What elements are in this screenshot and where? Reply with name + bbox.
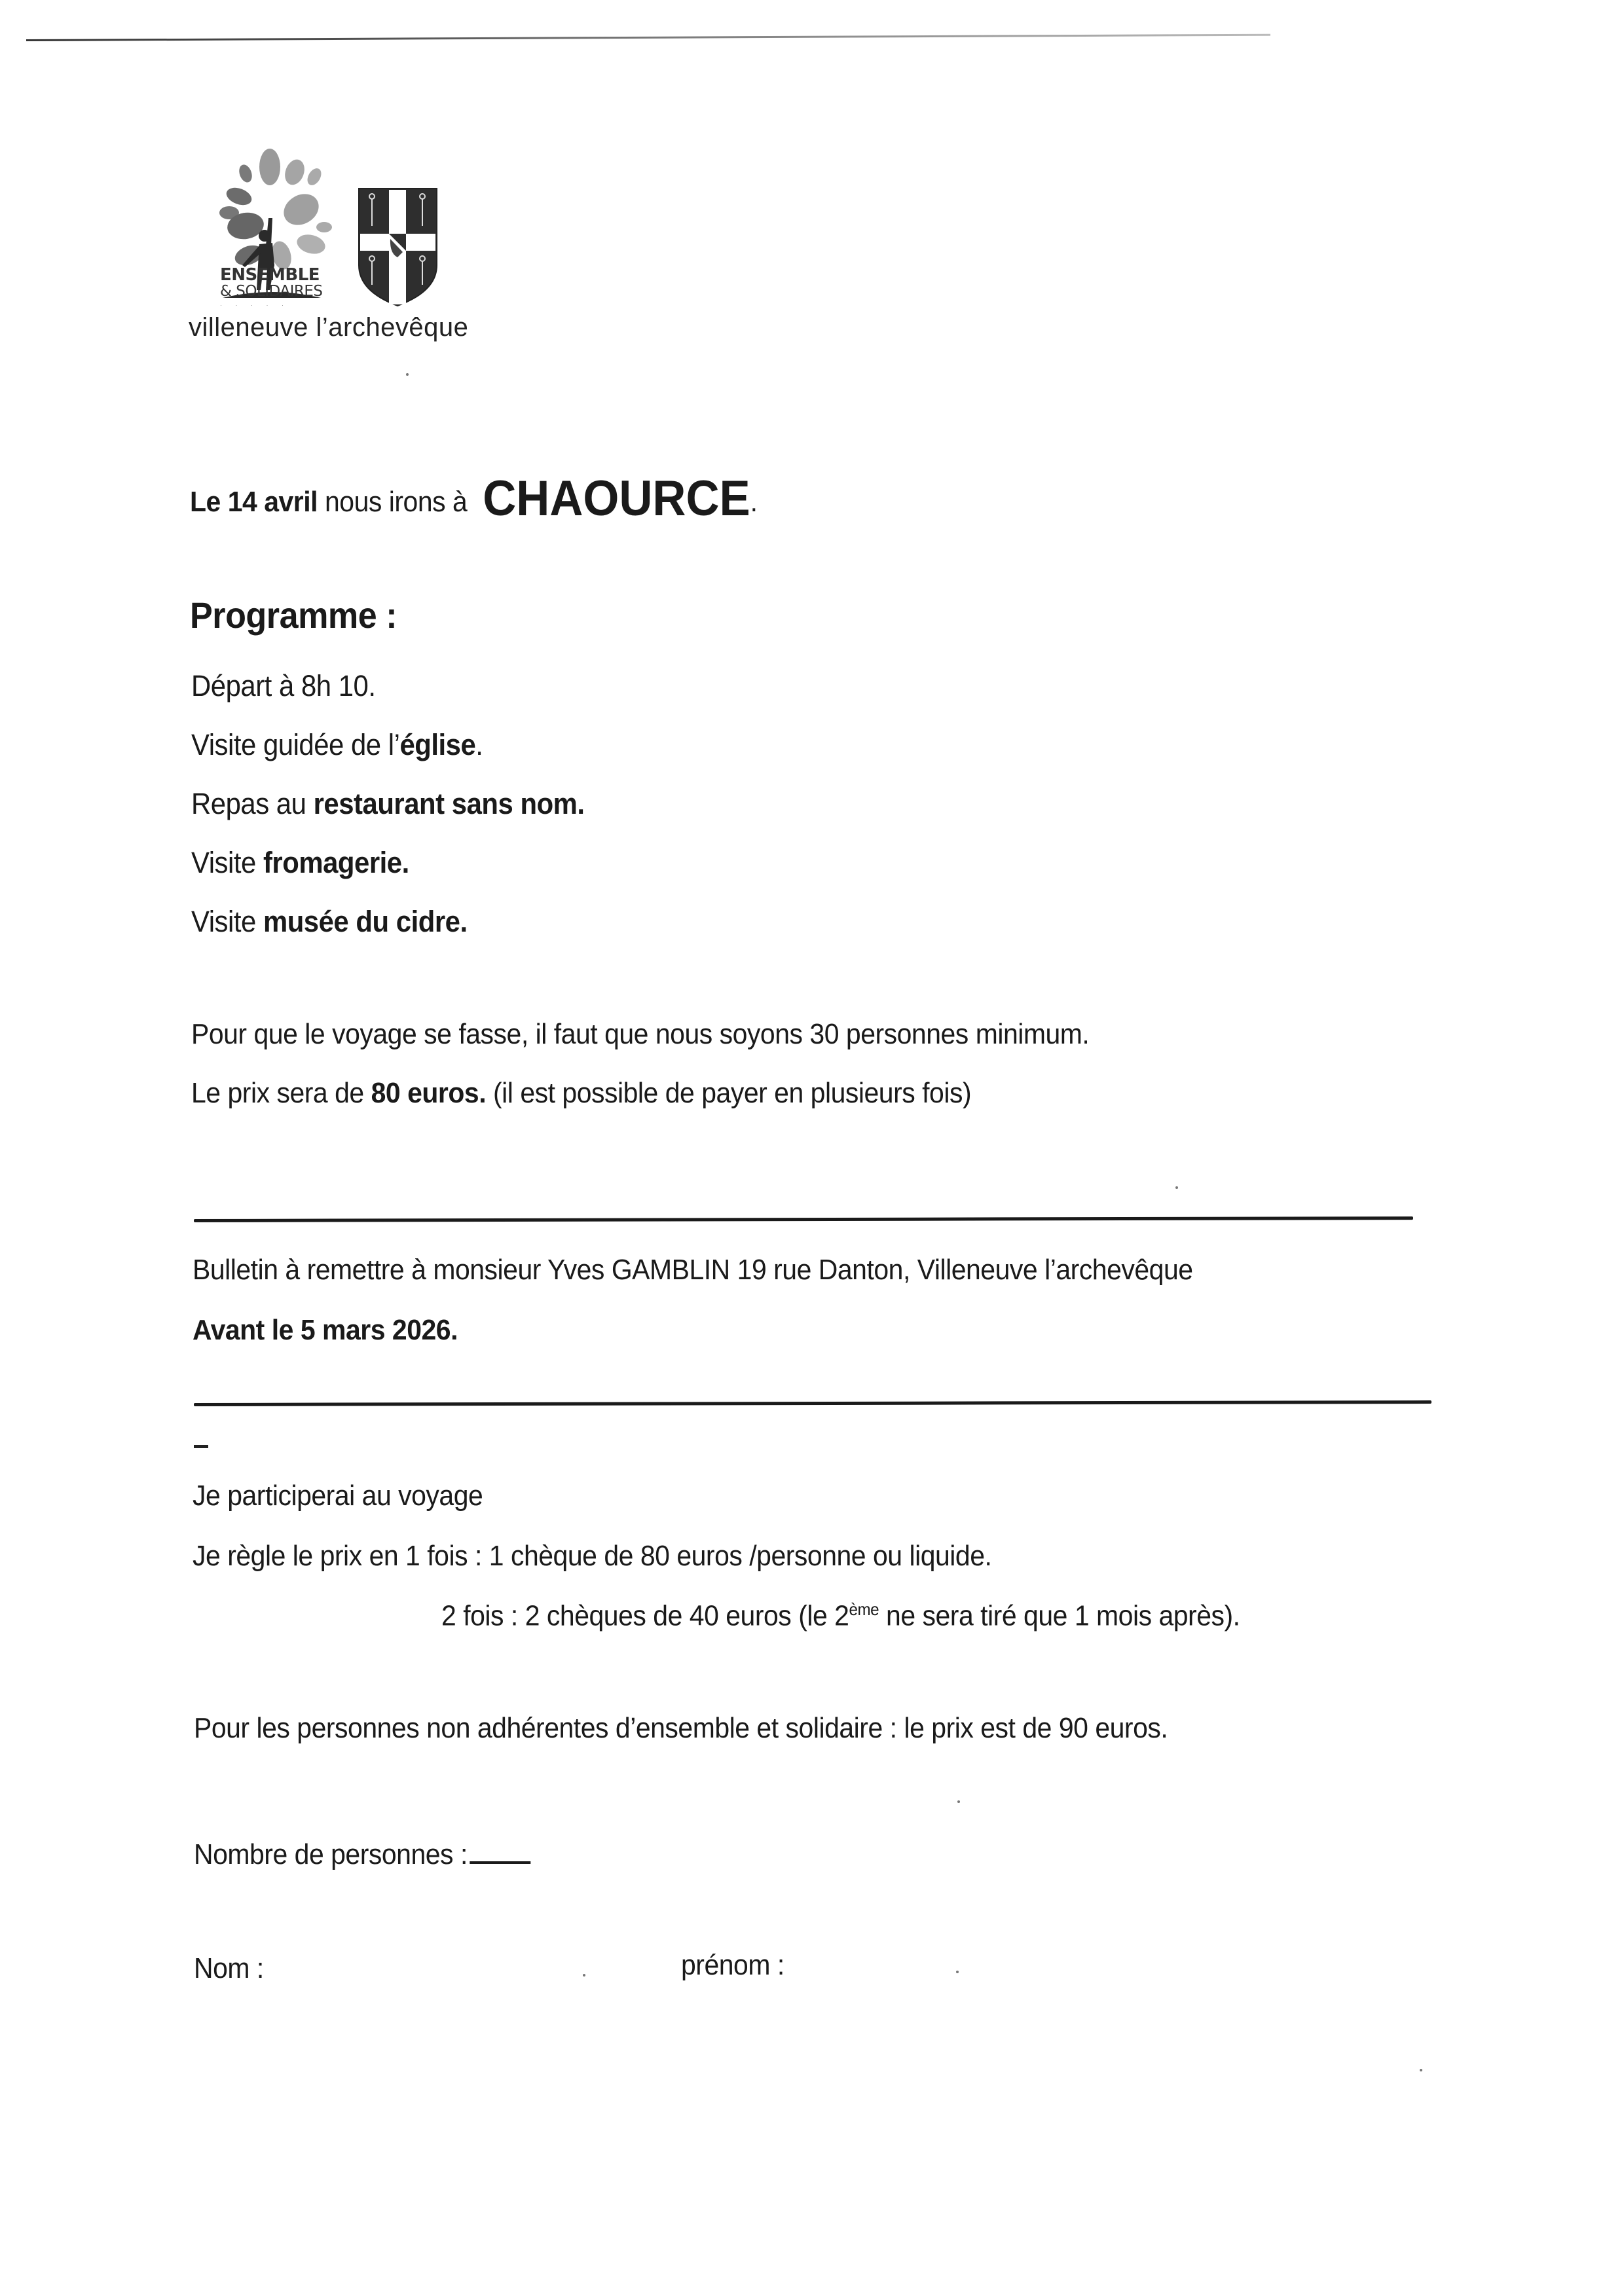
scan-speck (583, 1974, 585, 1977)
programme-item (191, 907, 468, 936)
scan-speck (1420, 2069, 1422, 2071)
programme-item-text: Visite guidée de l’ (191, 728, 400, 761)
firstname-label: prénom : (681, 1949, 784, 1981)
minimum-participants-note: Pour que le voyage se fasse, il faut que nous soyons 30 personnes minimum. (191, 1018, 1090, 1050)
programme-item (191, 789, 585, 818)
intro-suffix: . (750, 486, 758, 518)
trip-announcement (190, 470, 758, 526)
participation-checkbox-label[interactable]: Je participerai au voyage (193, 1480, 483, 1512)
section-divider (194, 1400, 1431, 1406)
scan-speck (956, 1971, 959, 1973)
price-prefix: Le prix sera de (191, 1077, 371, 1109)
trip-date: 14 avril (227, 486, 318, 518)
submission-address: Bulletin à remettre à monsieur Yves GAMBLIN 19 rue Danton, Villeneuve l’archevêque (193, 1254, 1193, 1286)
submission-deadline: Avant le 5 mars 2026. (193, 1314, 458, 1346)
destination: CHAOURCE (483, 471, 750, 526)
programme-item-text: Visite (191, 905, 263, 938)
scan-speck (957, 1800, 960, 1803)
form-dash-mark (194, 1445, 208, 1448)
number-of-people-label: Nombre de personnes : (194, 1838, 468, 1870)
programme-item-after: . (475, 728, 483, 761)
non-member-price-note: Pour les personnes non adhérentes d’ensemble et solidaire : le prix est de 90 euros. (194, 1712, 1168, 1744)
programme-item (191, 671, 376, 701)
programme-item-bold: restaurant sans nom. (313, 787, 585, 820)
programme-item-bold: fromagerie. (263, 846, 409, 879)
programme-item-text: Repas au (191, 787, 314, 820)
programme-item-bold: église (399, 728, 476, 761)
programme-title: Programme : (190, 594, 397, 636)
price-suffix: (il est possible de payer en plusieurs fois) (486, 1077, 972, 1109)
payment-twice-sup: ème (849, 1599, 879, 1619)
town-name: villeneuve l’archevêque (189, 313, 469, 342)
firstname-input[interactable] (805, 1951, 1172, 1984)
intro-prefix: Le (190, 486, 228, 518)
number-of-people-input[interactable] (470, 1838, 531, 1864)
payment-twice-suffix: ne sera tiré que 1 mois après). (879, 1599, 1240, 1632)
association-name: ENSEMBLE (220, 265, 320, 285)
programme-item-bold: musée du cidre. (263, 905, 468, 938)
payment-twice-option[interactable] (441, 1601, 1240, 1631)
price-value: 80 euros. (371, 1077, 487, 1109)
programme-item (191, 730, 483, 759)
payment-twice-prefix: 2 fois : 2 chèques de 40 euros (le 2 (441, 1599, 849, 1632)
number-of-people-field[interactable] (194, 1838, 531, 1869)
programme-item-text: Visite (191, 846, 263, 879)
payment-once-option[interactable]: Je règle le prix en 1 fois : 1 chèque de 80 euros /personne ou liquide. (193, 1540, 992, 1572)
name-input[interactable] (282, 1951, 648, 1984)
name-label: Nom : (194, 1952, 264, 1984)
scan-border-line (26, 34, 1270, 41)
section-divider (194, 1216, 1413, 1222)
scan-speck (406, 373, 409, 376)
town-shield-crest-icon (357, 187, 439, 308)
price-note (191, 1079, 971, 1108)
association-name-sub: & SOLIDAIRES (220, 283, 323, 300)
intro-middle: nous irons à (318, 486, 475, 518)
programme-item-text: Départ à 8h 10. (191, 669, 376, 702)
scan-speck (1175, 1186, 1178, 1189)
association-tagline: · · · · · (220, 302, 289, 308)
programme-item (191, 848, 409, 877)
